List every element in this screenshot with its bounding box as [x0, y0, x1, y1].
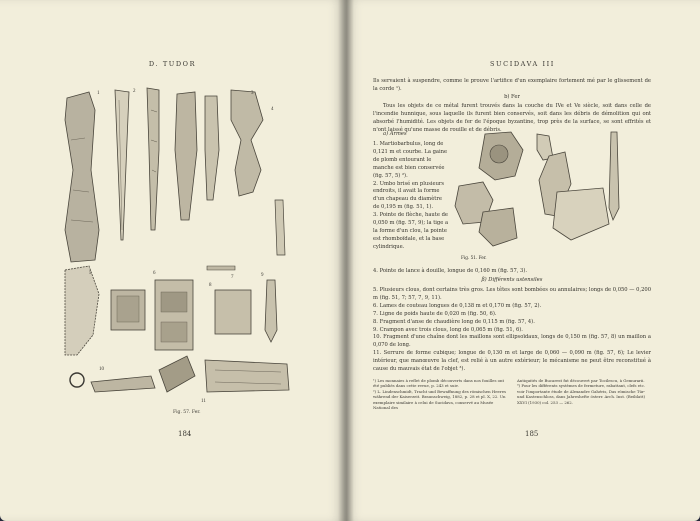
- plate-object-nail: [207, 266, 235, 270]
- armes-item-1: 1. Martiobarbulus, long de 0,121 m et courbe. La gaine de plomb entourant le manche est bien conservée (fig. 57, 5) ²).: [373, 141, 448, 179]
- armes-item-3: 3. Pointe de flèche, haute de 0,050 m (fig. 57, 9); la tige a la forme d'un clou, la pointe est rhomboïdale, et la base cylindrique.: [373, 212, 449, 250]
- plate-object-knife-2: [175, 92, 197, 220]
- svg-text:4: 4: [271, 107, 274, 112]
- svg-text:7: 7: [231, 275, 234, 280]
- svg-text:10: 10: [99, 367, 104, 372]
- plate-object-knife: [147, 88, 159, 230]
- svg-text:2: 2: [133, 89, 136, 94]
- ustensiles-item-7: 7. Ligne de poids haute de 0,020 m (fig. 50, 6).: [373, 310, 497, 317]
- figure-fragment-2: [479, 208, 517, 246]
- left-page: [0, 0, 345, 521]
- plate-object-bar: [159, 356, 195, 392]
- svg-text:11: 11: [201, 399, 206, 404]
- ustensiles-heading: β) Différents ustensiles: [481, 277, 543, 283]
- svg-text:6: 6: [153, 271, 156, 276]
- footnotes-left: [373, 378, 507, 410]
- ustensiles-item-9: 9. Crampon avec trois clous, long de 0,065 m (fig. 51, 6).: [373, 326, 523, 333]
- ustensiles-item-10: 10. Fragment d'une chaîne dont les maillons sont ellipsoïdaux, longs de 0,150 m (fig. 57, 8) un maillon a 0,070 de long.: [373, 334, 651, 349]
- svg-text:9: 9: [261, 273, 264, 278]
- ustensiles-item-5: 5. Plusieurs clous, dont certains très gros. Les têtes sont bombées ou annulaires; longs de 0,050 — 0,200 m (fig. 51, 7; 57, 7, 9, 11).: [373, 287, 651, 301]
- armes-item-2: 2. Umbo brisé en plusieurs endroits, il avait la forme d'un chapeau du diamètre de 0,195 m (fig. 51, 1).: [373, 180, 445, 211]
- figure-lance: [609, 132, 619, 220]
- ustensiles-item-11: 11. Serrure de forme cubique; longue de 0,130 m et large de 0,060 — 0,090 m (fig. 57, 6); Le levier intérieur, que manœuvre la clef, est relié à un autre extérieur; le mécanisme ne peut être reconstitué à cause du mauvais état de l'objet ³).: [373, 350, 651, 373]
- plate-object-bent-tool: [205, 96, 219, 200]
- left-figure-caption: Fig. 57. Fer.: [173, 410, 201, 415]
- left-page-number: 184: [178, 430, 192, 438]
- armes-list: [373, 141, 449, 252]
- right-page: [345, 0, 700, 521]
- footnote-2: ²) L. Lindenschmidt, Tracht und Bewaffnung des römischen Heeres während der Kaiserzeit. Braunschweig, 1882, p. 28 et pl. X, 22. Un exemplaire similaire à celui de Sucidava, conservé au Musée National des: [373, 388, 507, 411]
- iron-paragraph: Tous les objets de ce métal furent trouvés dans la couche du IVe et Ve siècle, soit dans celle de l'incendie hunnique, sous laquelle ils furent bien conservés, soit dans les débris de démolition qui ont absorbé l'humidité. Les objets de fer de l'époque byzantine, trop près de la surface, se sont effrités et n'ont laissé qu'une masse de rouille et de débris.: [373, 103, 651, 133]
- iron-objects-plate: [55, 80, 305, 425]
- footnotes-right: [517, 378, 651, 405]
- lance-item: 4. Pointe de lance à douille, longue de 0,160 m (fig. 57, 3).: [373, 268, 528, 274]
- book-gutter: [338, 0, 354, 521]
- ustensiles-item-6: 6. Lames de couteau longues de 0,138 m et 0,170 m (fig. 57, 2).: [373, 302, 542, 309]
- ustensiles-list: [373, 287, 651, 374]
- plate-object-axe: [65, 92, 99, 262]
- plate-object-chain: [91, 376, 155, 392]
- plate-object-curved-blade: [65, 266, 99, 355]
- svg-text:5: 5: [89, 271, 92, 276]
- armes-heading: a) Armes: [383, 131, 407, 137]
- plate-object-small-tool: [275, 200, 285, 255]
- right-running-head: SUCIDAVA III: [490, 60, 555, 68]
- plate-object-hook: [265, 280, 277, 342]
- iron-objects-figure: [453, 128, 623, 254]
- svg-text:8: 8: [209, 283, 212, 288]
- figure-plate: [553, 188, 609, 240]
- figure-illustration: [453, 128, 623, 254]
- section-heading-fer: b) Fer: [504, 94, 520, 100]
- ustensiles-item-8: 8. Fragment d'anse de chaudière long de 0,115 m (fig. 57, 4).: [373, 318, 535, 325]
- right-figure-caption: Fig. 51. Fer.: [461, 255, 487, 260]
- plate-object-plate-8: [215, 290, 251, 334]
- footnote-2-continued: Antiquités de Bucarest fut découvert par Tocilescu, à Gemurarii.: [517, 378, 645, 383]
- plate-object-spike: [115, 90, 129, 240]
- plate-illustration: [55, 80, 305, 425]
- right-page-number: 185: [525, 430, 539, 438]
- plate-object-handle: [231, 90, 263, 196]
- svg-text:3: 3: [251, 91, 254, 96]
- left-running-head: D. TUDOR: [148, 60, 197, 68]
- intro-paragraph: Ils servaient à suspendre, comme le prouve l'artifice d'un exemplaire fortement mé par le glissement de la corde ¹).: [373, 78, 651, 92]
- plate-object-ring: [70, 373, 84, 387]
- footnote-3: ³) Pour les différents systèmes de fermeture, rabattant, clefs etc. voir l'importante étude de Alexandre Gahéris, Das römische Tür- und Kastenschloss, dans Jahreshefte österr. Arch. Inst. (Beiblatt) XXVI (1930) col. 253 — 262.: [517, 383, 646, 405]
- svg-text:1: 1: [97, 91, 100, 96]
- footnote-1: ¹) Les monnaies à reflet de plomb découverts dans nos fouilles ont été publiés dans cette revue, p. 243 et suiv.: [373, 378, 505, 389]
- plate-object-long-lock: [205, 360, 289, 392]
